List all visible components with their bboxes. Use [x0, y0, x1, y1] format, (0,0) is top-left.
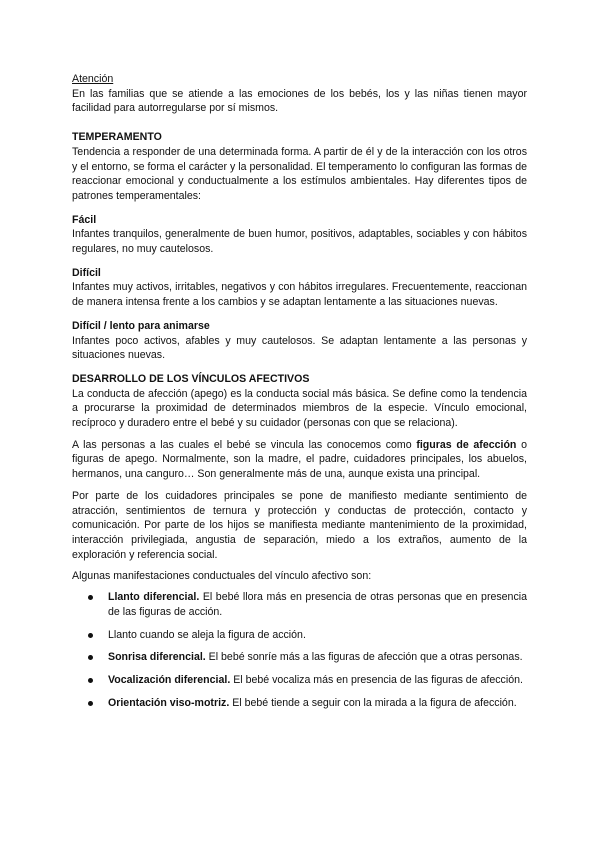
type-description-dificil: Infantes muy activos, irritables, negativos y con hábitos irregulares. Frecuentemente, reaccionan de manera intensa frente a los cambios y se adaptan lentamente a las situaciones nuevas. — [72, 281, 527, 309]
type-description-lento: Infantes poco activos, afables y muy cautelosos. Se adaptan lentamente a las personas y situaciones nuevas. — [72, 334, 527, 362]
list-item-text: Llanto cuando se aleja la figura de acción. — [108, 628, 306, 641]
list-item-term: Sonrisa diferencial. — [108, 651, 206, 664]
list-item-text: El bebé sonríe más a las figuras de afección que a otras personas. — [205, 651, 523, 664]
list-item — [72, 696, 527, 711]
list-item — [72, 650, 527, 665]
list-item-text: El bebé vocaliza más en presencia de las figuras de afección. — [230, 673, 523, 686]
vinculos-paragraph-2 — [72, 438, 527, 482]
list-item — [72, 628, 527, 643]
bullet-icon — [88, 678, 93, 683]
list-item — [72, 590, 527, 619]
manifestations-intro: Algunas manifestaciones conductuales del vínculo afectivo son: — [72, 570, 372, 583]
p2-text-before: A las personas a las cuales el bebé se vincula las conocemos como — [72, 438, 417, 451]
list-item-term: Vocalización diferencial. — [108, 673, 231, 686]
temperamento-intro: Tendencia a responder de una determinada forma. A partir de él y de la interacción con los otros y el entorno, se forma el carácter y la personalidad. El temperamento lo configuran las formas de reaccionar emocional y conductualmente a los estímulos ambientales. Hay diferentes tipos de patrones temperamentales: — [72, 145, 527, 202]
bullet-icon — [88, 633, 93, 638]
list-item-text: El bebé llora más en presencia de otras personas que en presencia de las figuras de acción. — [108, 591, 527, 618]
list-item-term: Orientación viso-motriz. — [108, 696, 230, 709]
vinculos-paragraph-1: La conducta de afección (apego) es la conducta social más básica. Se define como la tendencia a procurarse la proximidad de determinados miembros de la especie. Vínculo emocional, recíproco y duradero entre el bebé y su cuidador (personas con que se relaciona). — [72, 387, 527, 430]
document-page — [72, 72, 527, 718]
list-item-term: Llanto diferencial. — [108, 591, 200, 604]
atencion-text: En las familias que se atiende a las emociones de los bebés, los y las niñas tienen mayor facilidad para autorregularse por sí mismos. — [72, 87, 527, 115]
bullet-icon — [88, 655, 93, 660]
bullet-icon — [88, 595, 93, 600]
type-description-facil: Infantes tranquilos, generalmente de buen humor, positivos, adaptables, sociables y con hábitos regulares, no muy cautelosos. — [72, 228, 527, 256]
type-heading-lento: Difícil / lento para animarse — [72, 319, 210, 332]
temperamento-heading: TEMPERAMENTO — [72, 131, 162, 144]
p2-text-after: o figuras de apego. Normalmente, son la madre, el padre, cuidadores principales, los abuelos, hermanos, una canguro… Son generalmente más de una, aunque exista una principal. — [72, 438, 527, 481]
figuras-afeccion-term: figuras de afección — [416, 438, 517, 451]
list-item — [72, 673, 527, 688]
atencion-title: Atención — [72, 73, 114, 85]
vinculos-heading: DESARROLLO DE LOS VÍNCULOS AFECTIVOS — [72, 372, 310, 385]
type-heading-dificil: Difícil — [72, 266, 101, 279]
list-item-text: El bebé tiende a seguir con la mirada a la figura de afección. — [229, 696, 517, 709]
manifestations-list — [72, 590, 527, 710]
type-heading-facil: Fácil — [72, 213, 97, 226]
vinculos-paragraph-3: Por parte de los cuidadores principales se pone de manifiesto mediante sentimiento de atracción, sentimientos de ternura y protección y conductas de protección, contacto y comunicación. Por parte de los hijos se manifiesta mediante mantenimiento de la proximidad, interacción privilegiada, angustia de separación, miedo a los extraños, aumento de la exploración y referencia social. — [72, 489, 527, 561]
bullet-icon — [88, 701, 93, 706]
